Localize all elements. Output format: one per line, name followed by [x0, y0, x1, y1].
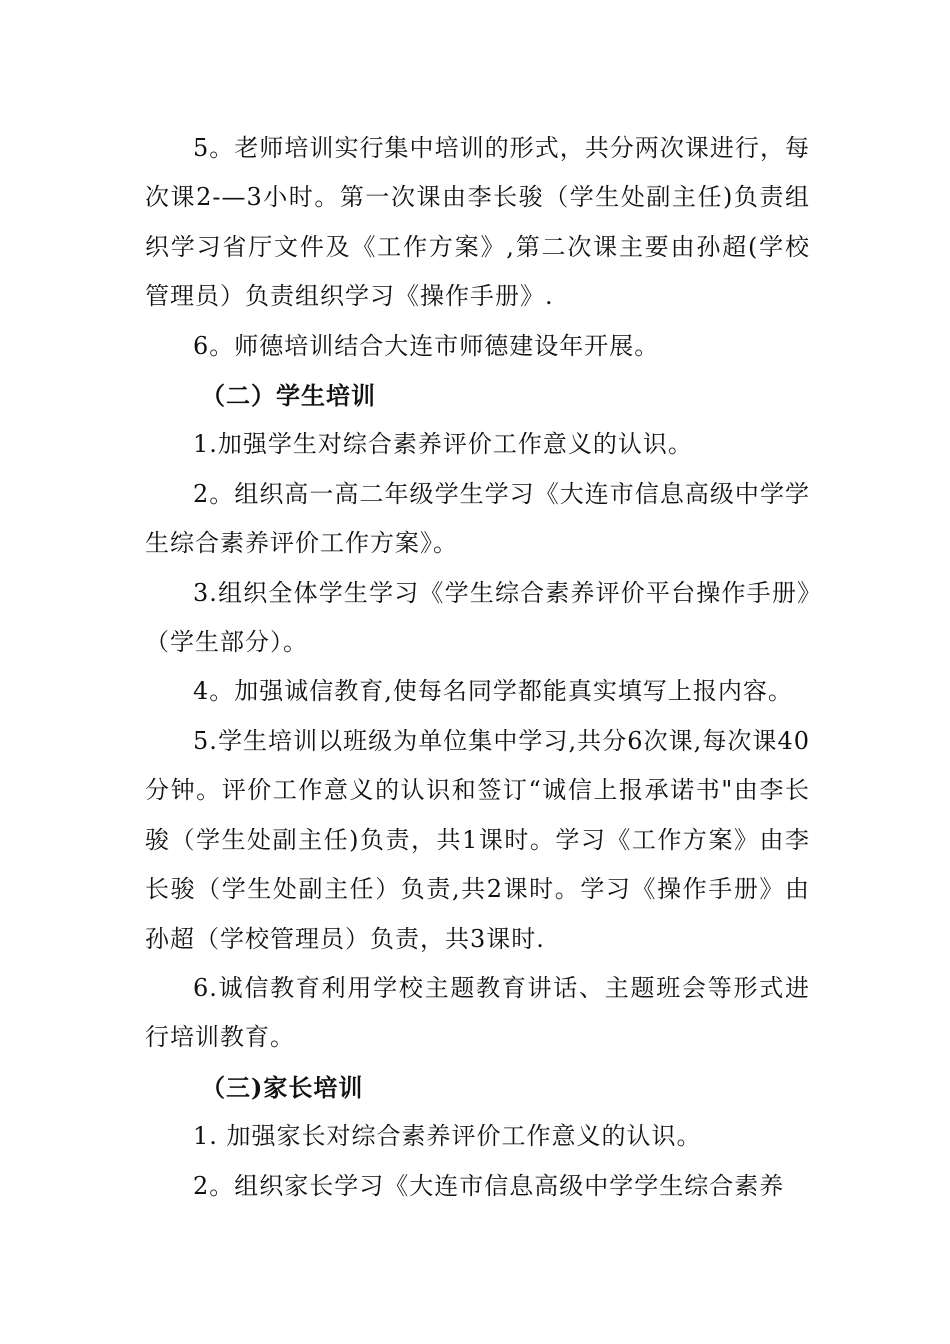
document-body [145, 124, 810, 1211]
paragraph-student-item-1: 1.加强学生对综合素养评价工作意义的认识。 [193, 430, 693, 459]
paragraph-student-item-4: 4。加强诚信教育,使每名同学都能真实填写上报内容。 [193, 677, 793, 706]
section-heading-parent-training: （三)家长培训 [201, 1072, 364, 1102]
paragraph-teacher-training-schedule: 5。老师培训实行集中培训的形式，共分两次课进行，每次课2-—3小时。第一次课由李长骏（学生处副主任)负责组织学习省厅文件及《工作方案》,第二次课主要由孙超(学校管理员）负责组织学习《操作手册》. [145, 134, 810, 311]
paragraph-parent-item-2: 2。组织家长学习《大连市信息高级中学学生综合素养 [193, 1171, 785, 1200]
paragraph-student-item-2: 2。组织高一高二年级学生学习《大连市信息高级中学学生综合素养评价工作方案》。 [145, 479, 810, 558]
paragraph-student-item-6: 6.诚信教育利用学校主题教育讲话、主题班会等形式进行培训教育。 [145, 973, 810, 1052]
paragraph-ethics-training: 6。师德培训结合大连市师德建设年开展。 [193, 331, 660, 360]
paragraph-parent-item-1: 1. 加强家长对综合素养评价工作意义的认识。 [193, 1122, 702, 1151]
paragraph-student-item-3: 3.组织全体学生学习《学生综合素养评价平台操作手册》（学生部分）。 [145, 578, 810, 657]
paragraph-student-item-5: 5.学生培训以班级为单位集中学习,共分6次课,每次课40分钟。评价工作意义的认识和签订“诚信上报承诺书"由李长骏（学生处副主任)负责，共1课时。学习《工作方案》由李长骏（学生处副主任）负责,共2课时。学习《操作手册》由孙超（学校管理员）负责，共3课时. [145, 726, 810, 953]
section-heading-student-training: （二）学生培训 [201, 381, 376, 411]
